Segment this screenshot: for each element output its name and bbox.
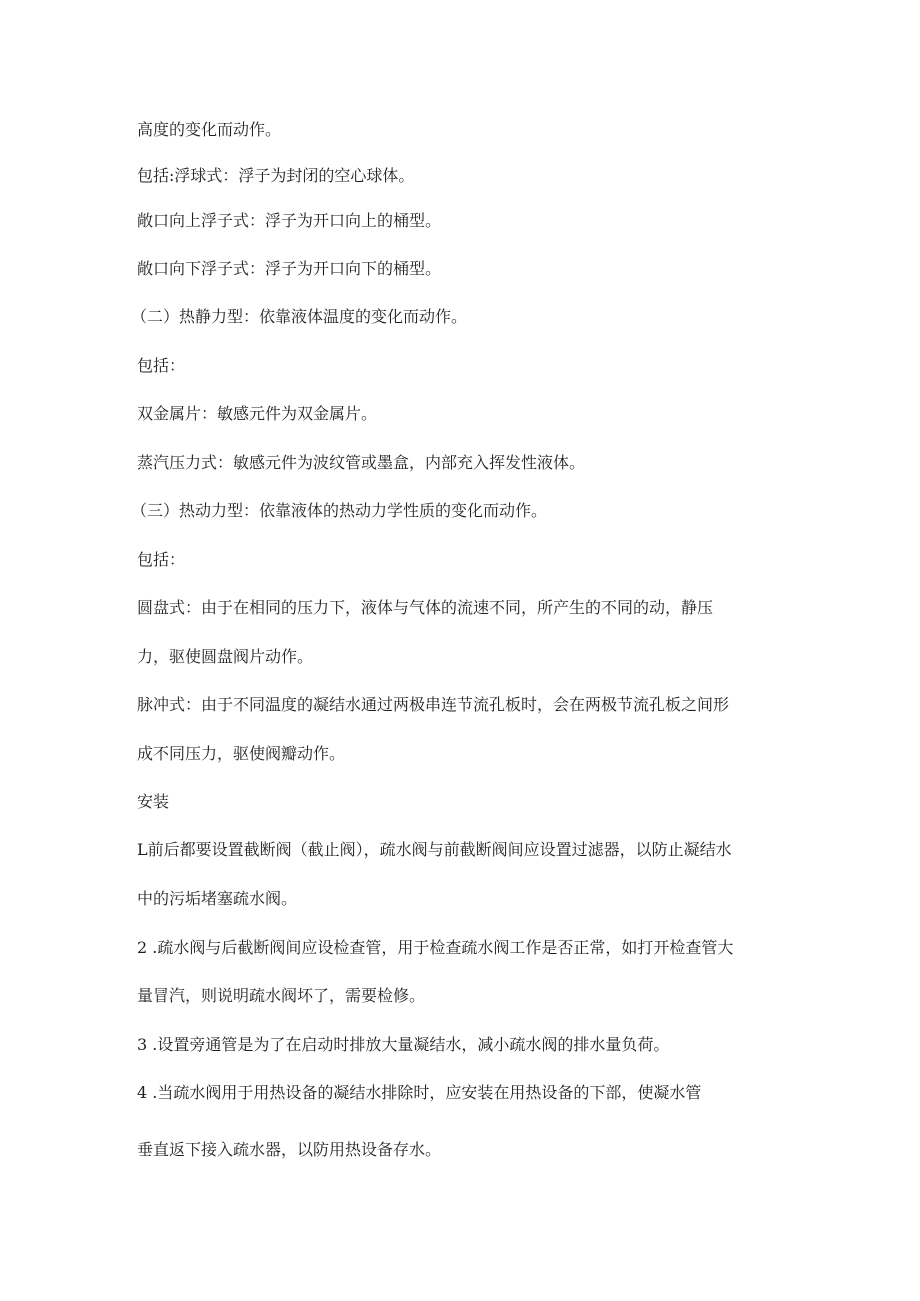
section-heading: （二）热静力型：依靠液体温度的变化而动作。 <box>131 307 468 326</box>
section-heading: （三）热动力型：依靠液体的热动力学性质的变化而动作。 <box>131 501 548 520</box>
section-heading: 安装 <box>137 792 170 811</box>
text-line: 敞口向上浮子式：浮子为开口向上的桶型。 <box>137 211 442 230</box>
text-line: 高度的变化而动作。 <box>137 120 282 139</box>
text-line: 双金属片：敏感元件为双金属片。 <box>137 404 378 423</box>
text-line: 垂直返下接入疏水器，以防用热设备存水。 <box>137 1140 442 1159</box>
text-line: 圆盘式：由于在相同的压力下，液体与气体的流速不同，所产生的不同的动，静压 <box>137 598 714 617</box>
text-line: 成不同压力，驱使阀瓣动作。 <box>137 744 346 763</box>
text-line: 敞口向下浮子式：浮子为开口向下的桶型。 <box>137 259 442 278</box>
text-line: 脉冲式：由于不同温度的凝结水通过两极串连节流孔板时，会在两极节流孔板之间形 <box>137 695 730 714</box>
text-line: 力，驱使圆盘阀片动作。 <box>137 647 314 666</box>
text-line: 蒸汽压力式：敏感元件为波纹管或墨盒，内部充入挥发性液体。 <box>137 453 586 472</box>
text-line: 中的污垢堵塞疏水阀。 <box>137 889 298 908</box>
text-line: 量冒汽，则说明疏水阀坏了，需要检修。 <box>137 986 426 1005</box>
text-line: 包括： <box>137 356 186 375</box>
text-line: 2 .疏水阀与后截断阀间应设检查管，用于检查疏水阀工作是否正常，如打开检查管大 <box>137 938 734 957</box>
text-line: 4 .当疏水阀用于用热设备的凝结水排除时，应安装在用热设备的下部，使凝水管 <box>137 1083 702 1102</box>
text-line: 3 .设置旁通管是为了在启动时排放大量凝结水，减小疏水阀的排水量负荷。 <box>137 1035 670 1054</box>
text-line: L前后都要设置截断阀（截止阀），疏水阀与前截断阀间应设置过滤器，以防止凝结水 <box>137 840 732 859</box>
text-line: 包括:浮球式：浮子为封闭的空心球体。 <box>137 166 415 185</box>
text-line: 包括： <box>137 550 186 569</box>
